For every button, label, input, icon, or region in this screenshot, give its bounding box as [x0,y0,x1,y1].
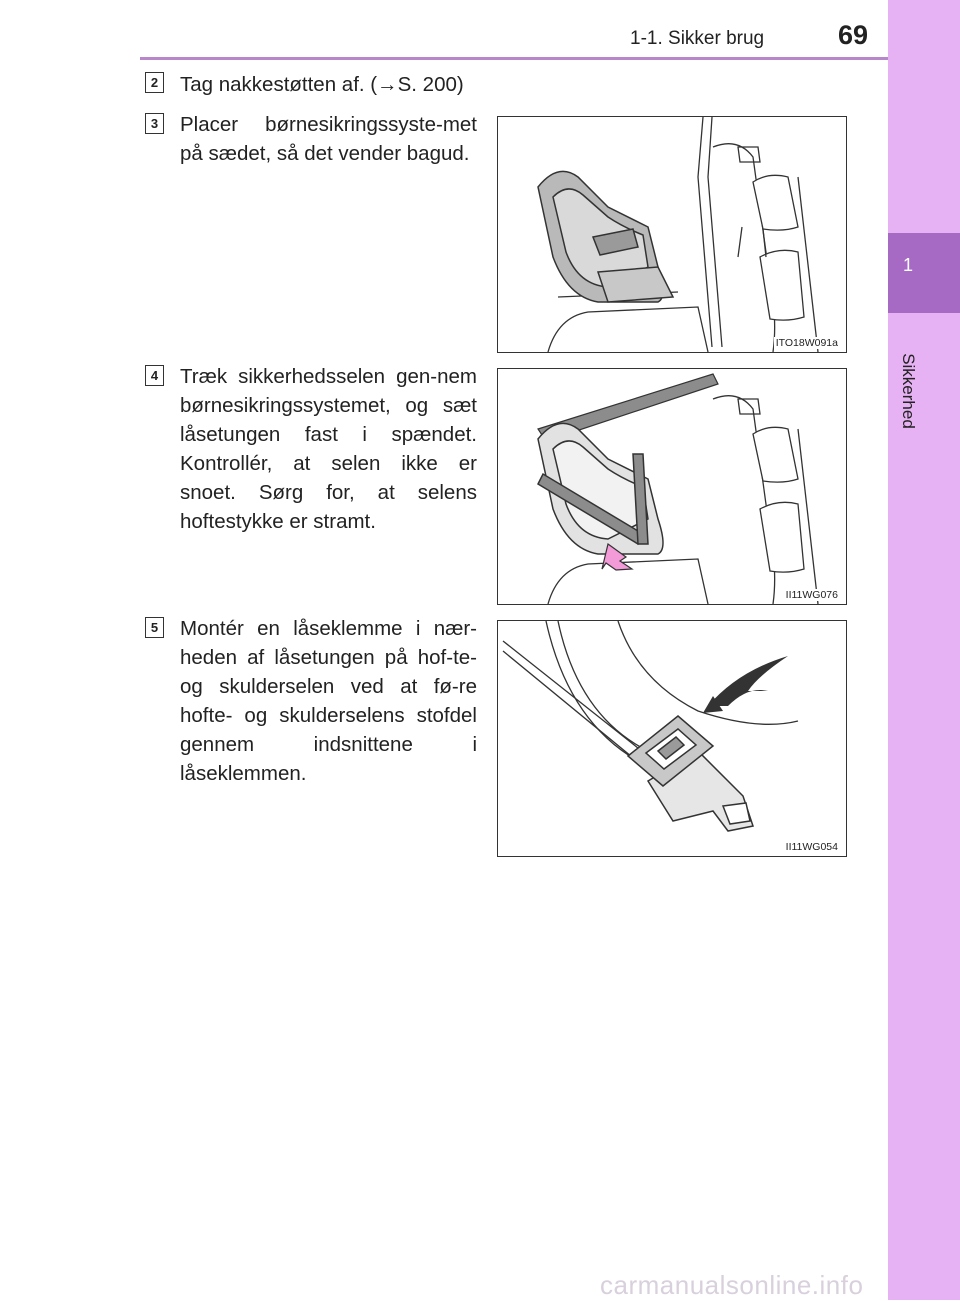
step-text-3: Placer børnesikringssyste-met på sædet, så det vender bagud. [180,113,477,165]
header-divider [140,57,888,60]
figure-child-seat [497,116,847,353]
page-number: 69 [838,20,869,50]
seatbelt-through-child-seat-illustration [498,369,846,604]
figure-locking-clip [497,620,847,857]
step-number-4: 4 [145,365,164,386]
child-seat-rear-facing-illustration [498,117,846,352]
chapter-side-bar [888,0,960,1300]
watermark: carmanualsonline.info [600,1270,864,1300]
section-title: 1-1. Sikker brug [630,28,765,49]
step-text-4: Træk sikkerhedsselen gen-nem børnesikringssystemet, og sæt låsetungen fast i spændet. Kontrollér, at selen ikke er snoet. Sørg for, at selens hoftestykke er stramt. [180,365,477,533]
step-text-2: Tag nakkestøtten af. (→S. 200) [180,73,464,96]
figure-code: ITO18W091a [775,337,838,349]
figure-code: II11WG076 [785,589,838,601]
step-number-5: 5 [145,617,164,638]
chapter-label: Sikkerhed [899,353,919,429]
step-text-5: Montér en låseklemme i nær-heden af låsetungen på hof-te- og skulderselen ved at fø-re hofte- og skulderselens stofdel gennem indsnittene i låseklemmen. [180,617,477,785]
figure-belt-routing [497,368,847,605]
figure-code: II11WG054 [785,841,838,853]
step-number-2: 2 [145,72,164,93]
chapter-number: 1 [902,255,913,275]
locking-clip-illustration [498,621,846,856]
step-number-3: 3 [145,113,164,134]
